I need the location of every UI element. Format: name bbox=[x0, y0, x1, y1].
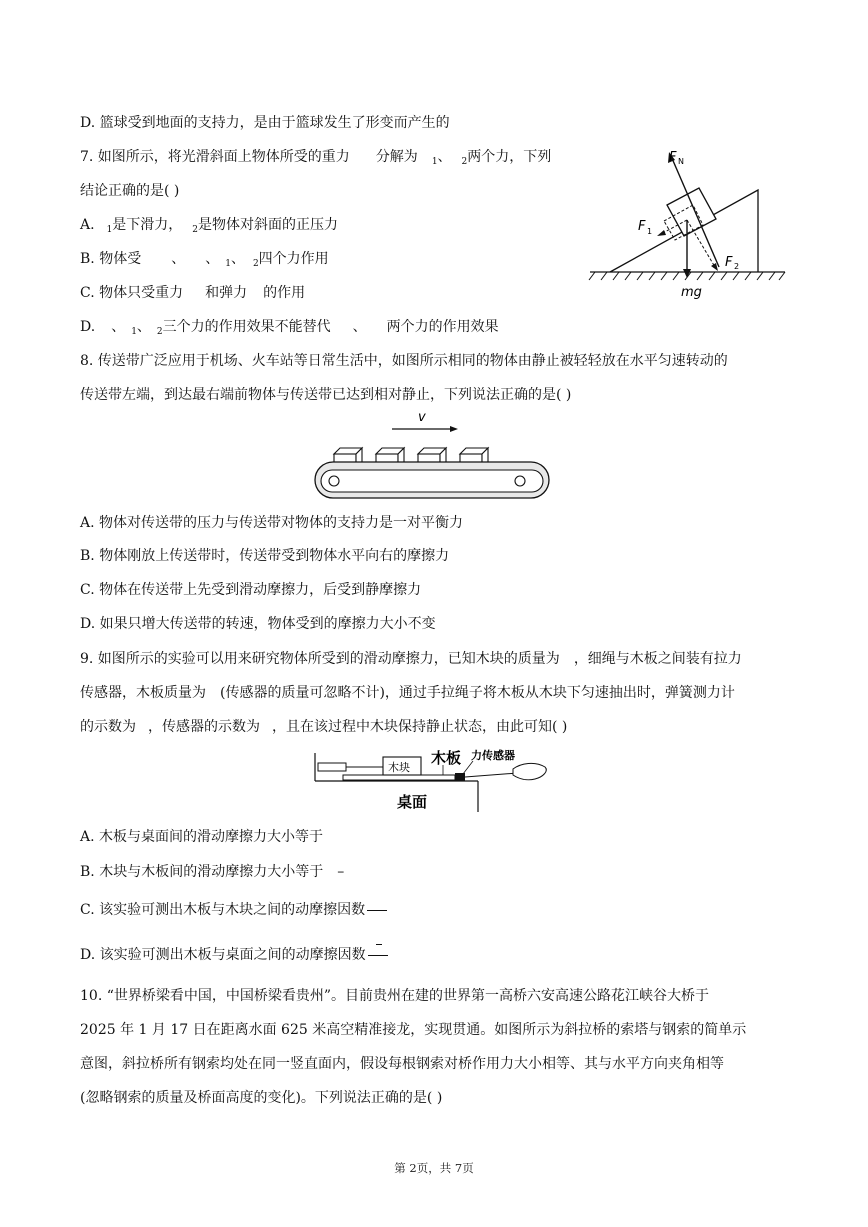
question-7-stem bbox=[80, 147, 551, 172]
option-label: D. bbox=[80, 319, 96, 335]
option-text: 、 bbox=[205, 251, 220, 267]
option-text: 三个力的作用效果不能替代 bbox=[162, 319, 331, 335]
option-text: 是下滑力， bbox=[112, 217, 183, 233]
question-10-stem-line3 bbox=[80, 1054, 724, 1074]
roller-right bbox=[515, 476, 525, 486]
q10-text: (忽略钢索的质量及桥面高度的变化)。下列说法正确的是( ) bbox=[80, 1090, 443, 1106]
option-text: D. 该实验可测出木板与桌面之间的动摩擦因数 bbox=[80, 947, 366, 963]
question-10-stem-line2 bbox=[80, 1020, 746, 1040]
f2-label: F bbox=[725, 255, 733, 270]
q7-option-a bbox=[80, 215, 338, 240]
q7-option-d bbox=[80, 317, 499, 342]
subscript: 2 bbox=[156, 327, 163, 337]
q9-option-d bbox=[80, 945, 388, 965]
board-label: 木板 bbox=[431, 749, 462, 767]
q9-option-c bbox=[80, 900, 387, 920]
table-label: 桌面 bbox=[397, 793, 428, 811]
option-text: 四个力作用 bbox=[258, 251, 329, 267]
question-9-stem bbox=[80, 649, 742, 669]
q7-text: 两个力，下列 bbox=[467, 149, 552, 165]
rope bbox=[465, 773, 518, 777]
question-10-stem bbox=[80, 986, 709, 1006]
q9-text: 9. 如图所示的实验可以用来研究物体所受到的滑动摩擦力，已知木块的质量为 bbox=[80, 651, 560, 667]
friction-experiment-figure bbox=[313, 745, 558, 815]
option-text: D. 如果只增大传送带的转速，物体受到的摩擦力大小不变 bbox=[80, 616, 436, 632]
option-text: 、 bbox=[171, 251, 186, 267]
spring-scale bbox=[318, 763, 346, 771]
page-footer: 第 2页，共 7页 bbox=[394, 1161, 474, 1175]
sensor-label: 力传感器 bbox=[471, 749, 515, 762]
option-text: B. 物体刚放上传送带时，传送带受到物体水平向右的摩擦力 bbox=[80, 548, 450, 564]
f2-subscript: 2 bbox=[734, 262, 740, 271]
option-text: 、 bbox=[136, 319, 151, 335]
q10-text: 意图，斜拉桥所有钢索均处在同一竖直面内，假设每根钢索对桥作用力大小相等、其与水平方向夹角相等 bbox=[80, 1056, 724, 1072]
option-text: C. 该实验可测出木板与木块之间的动摩擦因数 bbox=[80, 902, 366, 918]
option-text: 、 bbox=[352, 319, 367, 335]
q8-text: 传送带左端，到达最右端前物体与传送带已达到相对静止，下列说法正确的是( ) bbox=[80, 387, 572, 403]
q9-text: ，传感器的示数为 bbox=[148, 719, 260, 735]
option-text: 两个力的作用效果 bbox=[386, 319, 499, 335]
q8-option-b bbox=[80, 546, 449, 566]
option-label: A. bbox=[80, 217, 95, 233]
subscript: 1 bbox=[225, 259, 231, 269]
option-text: 是物体对斜面的正压力 bbox=[198, 217, 339, 233]
q9-text: (传感器的质量可忽略不计)，通过手拉绳子将木板从木块下匀速抽出时，弹簧测力计 bbox=[220, 685, 735, 701]
subscript: 1 bbox=[106, 225, 113, 235]
hand-icon bbox=[513, 763, 546, 779]
subscript: 2 bbox=[461, 157, 468, 167]
block bbox=[667, 188, 716, 236]
arrowhead bbox=[450, 426, 458, 432]
q8-option-c bbox=[80, 580, 421, 600]
text-line bbox=[80, 113, 450, 133]
fraction-bar bbox=[368, 955, 388, 956]
conveyor-belt-figure bbox=[312, 408, 557, 503]
option-text: C. 物体在传送带上先受到滑动摩擦力，后受到静摩擦力 bbox=[80, 582, 422, 598]
subscript: 2 bbox=[192, 225, 199, 235]
velocity-label: v bbox=[418, 410, 426, 425]
q6-option-d: D. 篮球受到地面的支持力，是由于篮球发生了形变而产生的 bbox=[80, 115, 450, 131]
arrowhead bbox=[657, 230, 666, 236]
option-text: A. 木板与桌面间的滑动摩擦力大小等于 bbox=[80, 829, 324, 845]
option-text: 、 bbox=[230, 251, 245, 267]
q8-text: 8. 传送带广泛应用于机场、火车站等日常生活中，如图所示相同的物体由静止被轻轻放在水平匀速转动的 bbox=[80, 353, 728, 369]
q9-text: 的示数为 bbox=[80, 719, 136, 735]
minus-sign: – bbox=[337, 864, 345, 880]
option-text: C. 物体只受重力 bbox=[80, 285, 184, 301]
question-9-stem-line2 bbox=[80, 683, 735, 703]
force-sensor bbox=[455, 773, 465, 781]
leader-line bbox=[463, 761, 473, 774]
q10-text: 10. “世界桥梁看中国，中国桥梁看贵州”。目前贵州在建的世界第一高桥六安高速公路花江峡谷大桥于 bbox=[80, 988, 710, 1004]
question-7-stem-line2 bbox=[80, 181, 179, 201]
belt-inner bbox=[321, 470, 543, 492]
q10-text: 2025 年 1 月 17 日在距离水面 625 米高空精准接龙，实现贯通。如图所示为斜拉桥的索塔与钢索的简单示 bbox=[80, 1022, 747, 1038]
f1-label: F bbox=[638, 219, 646, 234]
q7-text: 7. 如图所示，将光滑斜面上物体所受的重力 bbox=[80, 149, 350, 165]
mg-label: mg bbox=[681, 285, 702, 300]
q7-option-b bbox=[80, 249, 329, 274]
q7-text: 、 bbox=[437, 149, 452, 165]
subscript: 1 bbox=[431, 157, 438, 167]
f1-subscript: 1 bbox=[647, 227, 653, 236]
q7-option-c bbox=[80, 283, 305, 303]
fraction-bar bbox=[367, 910, 387, 911]
fn-subscript: N bbox=[678, 157, 684, 166]
subscript: 1 bbox=[131, 327, 137, 337]
q9-option-a bbox=[80, 827, 323, 847]
option-text: B. 木块与木板间的滑动摩擦力大小等于 bbox=[80, 864, 324, 880]
q9-text: ，细绳与木板之间装有拉力 bbox=[573, 651, 742, 667]
option-text: 和弹力 bbox=[205, 285, 248, 301]
board bbox=[343, 775, 455, 780]
q9-text: ，且在该过程中木块保持静止状态，由此可知( ) bbox=[272, 719, 568, 735]
fraction-mark bbox=[376, 944, 382, 945]
option-text: 、 bbox=[111, 319, 126, 335]
question-10-stem-line4 bbox=[80, 1088, 442, 1108]
q9-option-b bbox=[80, 862, 344, 882]
arrowhead bbox=[711, 263, 718, 271]
q7-text: 结论正确的是( ) bbox=[80, 183, 180, 199]
option-text: B. 物体受 bbox=[80, 251, 142, 267]
fn-label: F bbox=[669, 150, 677, 165]
q8-option-a bbox=[80, 513, 463, 533]
question-9-stem-line3 bbox=[80, 717, 567, 737]
option-text: A. 物体对传送带的压力与传送带对物体的支持力是一对平衡力 bbox=[80, 515, 464, 531]
incline-force-figure bbox=[585, 142, 790, 302]
block-label: 木块 bbox=[388, 761, 410, 774]
question-8-stem bbox=[80, 351, 728, 371]
q9-text: 传感器，木板质量为 bbox=[80, 685, 206, 701]
q8-option-d bbox=[80, 614, 436, 634]
subscript: 2 bbox=[252, 259, 259, 269]
q7-text: 分解为 bbox=[375, 149, 418, 165]
roller-left bbox=[329, 476, 339, 486]
question-8-stem-line2 bbox=[80, 385, 571, 405]
option-text: 的作用 bbox=[263, 285, 306, 301]
